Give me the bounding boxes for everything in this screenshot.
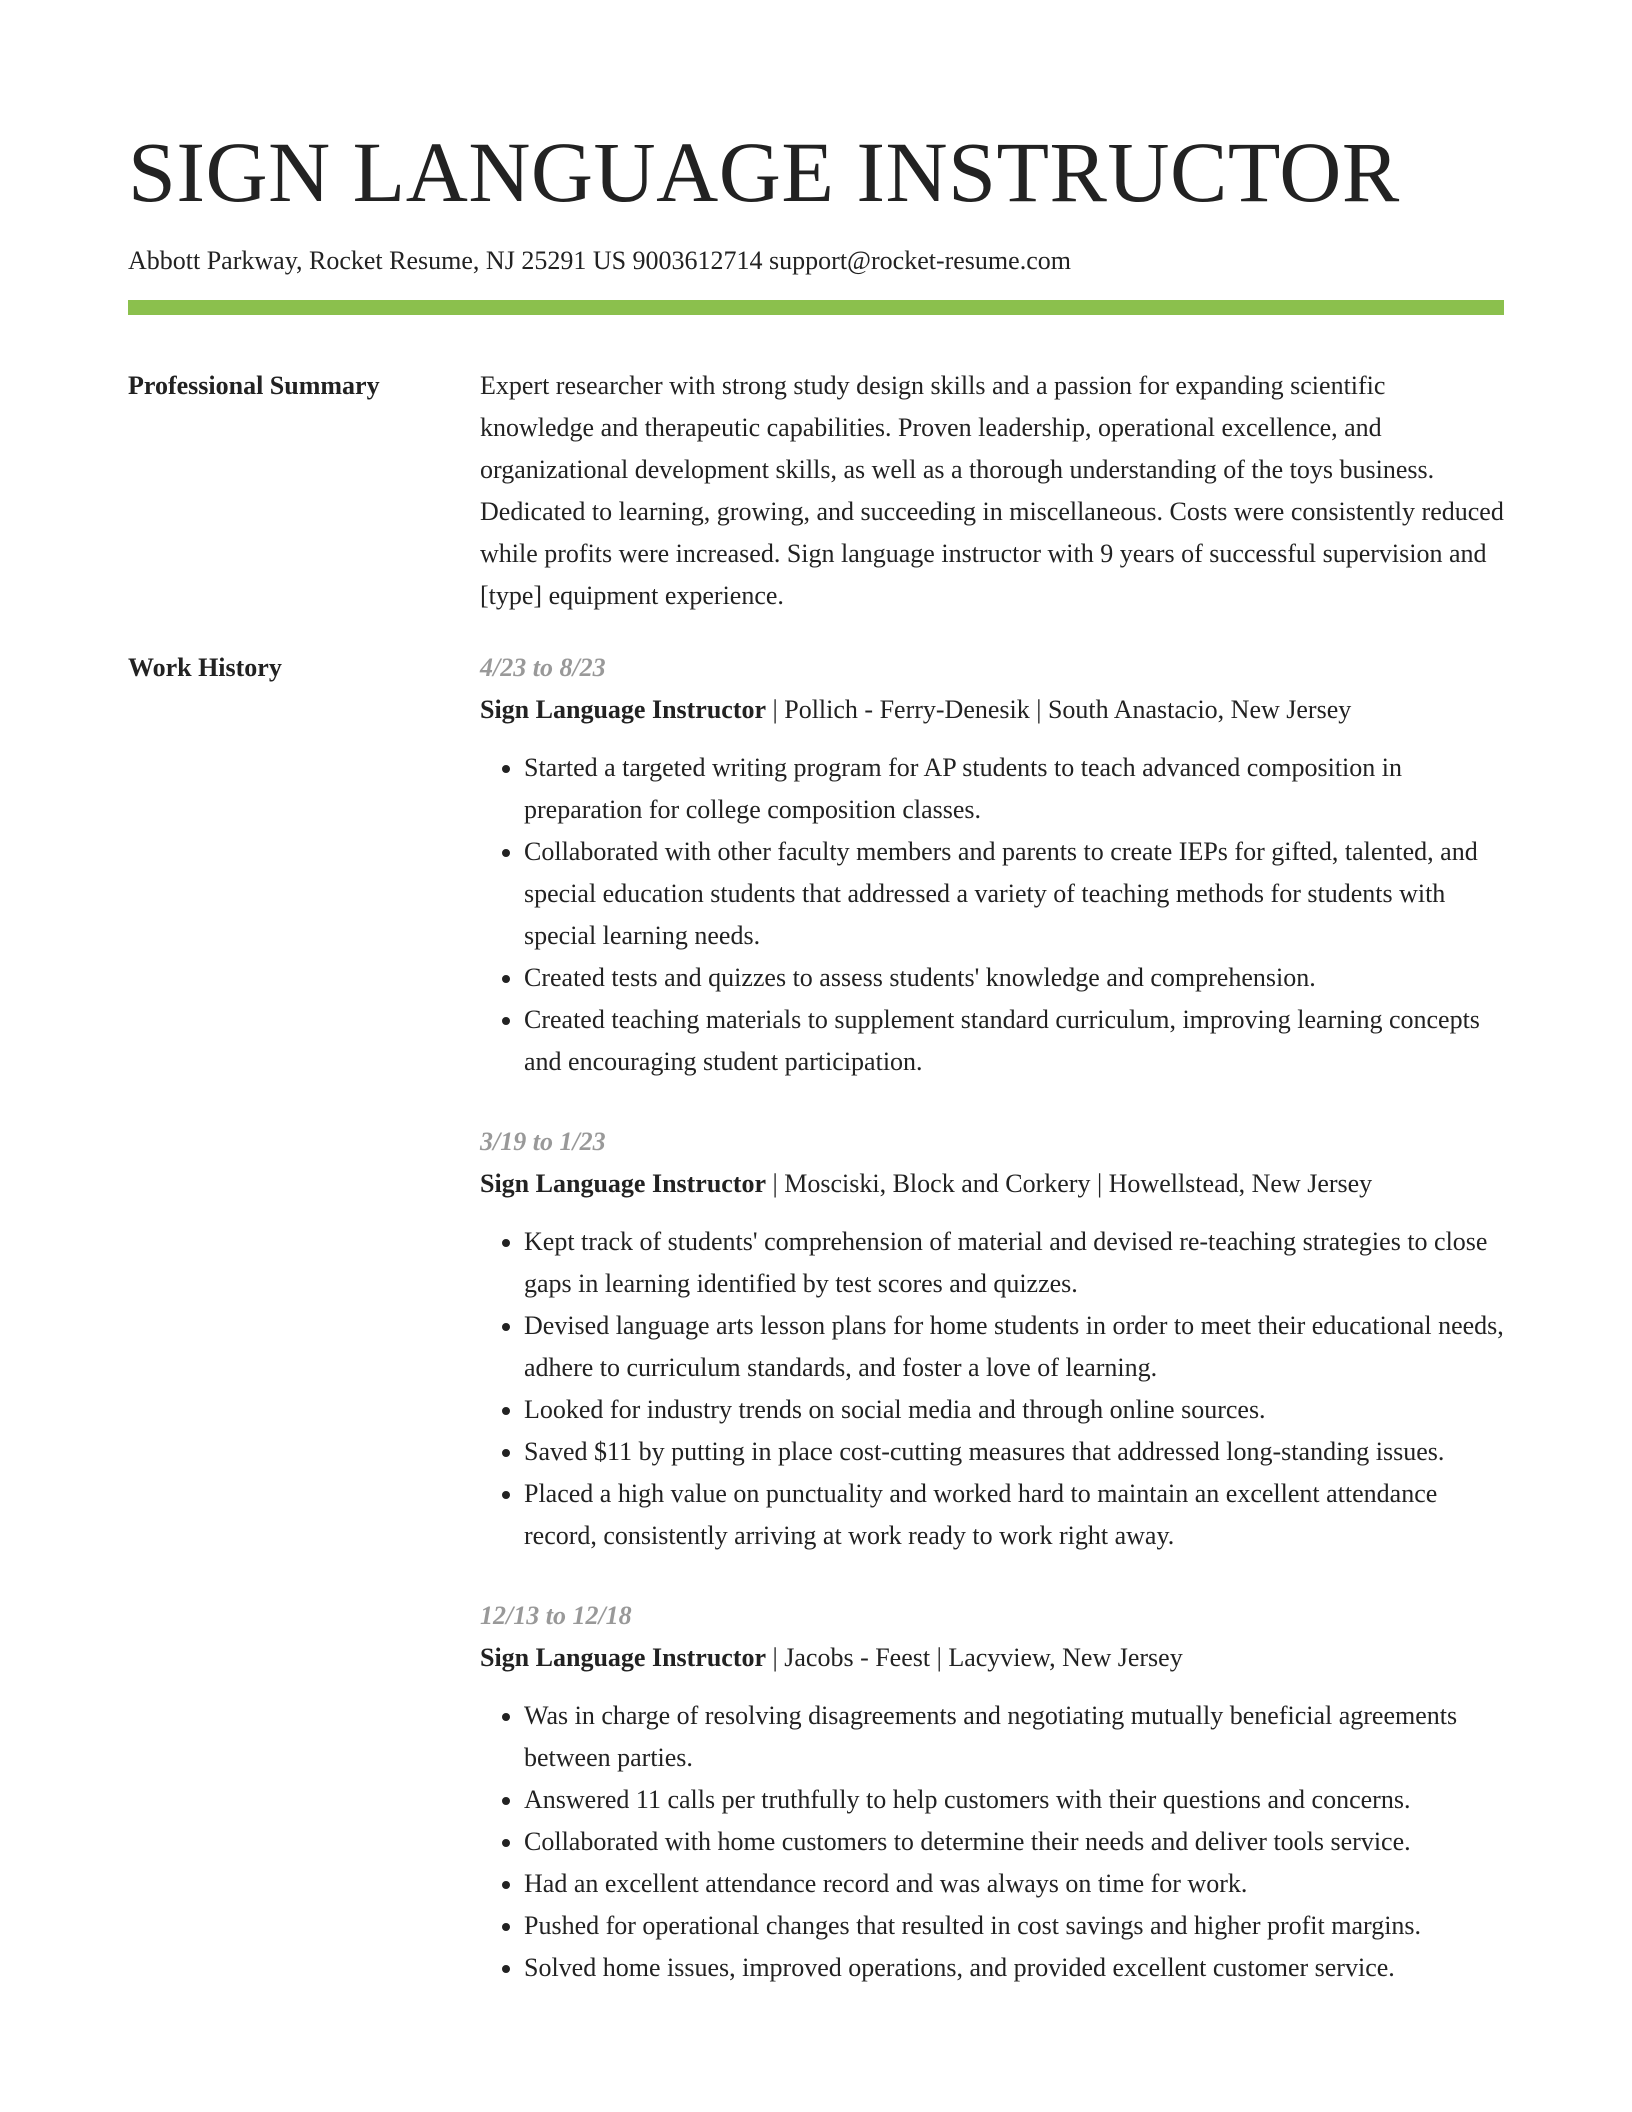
job-bullet: • Created teaching materials to supplement standard curriculum, improving learning concepts and encouraging student participation.: [524, 999, 1504, 1083]
resume-title: SIGN LANGUAGE INSTRUCTOR: [128, 124, 1400, 220]
job-employer-location: | Pollich - Ferry-Denesik | South Anastacio, New Jersey: [766, 695, 1352, 724]
job-bullets: [480, 1695, 1504, 1989]
job-bullets: [480, 1221, 1504, 1557]
job-bullet: • Looked for industry trends on social media and through online sources.: [524, 1389, 1504, 1431]
job-bullet: • Had an excellent attendance record and was always on time for work.: [524, 1863, 1504, 1905]
contact-line: Abbott Parkway, Rocket Resume, NJ 25291 US 9003612714 support@rocket-resume.com: [128, 246, 1071, 275]
job-employer-location: | Jacobs - Feest | Lacyview, New Jersey: [766, 1643, 1183, 1672]
work-history-section: [128, 647, 1504, 2027]
job-heading: [480, 1637, 1504, 1679]
job-bullet: • Collaborated with other faculty members and parents to create IEPs for gifted, talented, and special education students that addressed a variety of teaching methods for students with special learning needs.: [524, 831, 1504, 957]
job-entry: [480, 647, 1504, 1083]
job-bullet: • Kept track of students' comprehension of material and devised re-teaching strategies to close gaps in learning identified by test scores and quizzes.: [524, 1221, 1504, 1305]
summary-text: Expert researcher with strong study design skills and a passion for expanding scientific knowledge and therapeutic capabilities. Proven leadership, operational excellence, and organizational development skills, as well as a thorough understanding of the toys business. Dedicated to learning, growing, and succeeding in miscellaneous. Costs were consistently reduced while profits were increased. Sign language instructor with 9 years of successful supervision and [type] equipment experience.: [480, 371, 1504, 610]
job-dates: 4/23 to 8/23: [480, 653, 606, 682]
section-heading: Professional Summary: [128, 371, 380, 400]
job-bullet: • Created tests and quizzes to assess students' knowledge and comprehension.: [524, 957, 1504, 999]
job-bullet: • Answered 11 calls per truthfully to help customers with their questions and concerns.: [524, 1779, 1504, 1821]
job-title: Sign Language Instructor: [480, 1169, 767, 1198]
job-bullet: • Solved home issues, improved operations, and provided excellent customer service.: [524, 1947, 1504, 1989]
job-bullet: • Pushed for operational changes that resulted in cost savings and higher profit margins.: [524, 1905, 1504, 1947]
job-bullets: [480, 747, 1504, 1083]
resume-page: [128, 0, 1504, 2027]
professional-summary-section: [128, 365, 1504, 617]
job-bullet: • Collaborated with home customers to determine their needs and deliver tools service.: [524, 1821, 1504, 1863]
work-history-list: [480, 647, 1504, 2027]
job-bullet: • Saved $11 by putting in place cost-cutting measures that addressed long-standing issues.: [524, 1431, 1504, 1473]
job-employer-location: | Mosciski, Block and Corkery | Howellstead, New Jersey: [766, 1169, 1373, 1198]
section-heading: Work History: [128, 653, 282, 682]
job-heading: [480, 1163, 1504, 1205]
job-entry: [480, 1595, 1504, 1989]
header-divider: [128, 300, 1504, 315]
job-dates: 12/13 to 12/18: [480, 1601, 632, 1630]
job-entry: [480, 1121, 1504, 1557]
job-dates: 3/19 to 1/23: [480, 1127, 606, 1156]
job-bullet: • Was in charge of resolving disagreements and negotiating mutually beneficial agreements between parties.: [524, 1695, 1504, 1779]
job-title: Sign Language Instructor: [480, 695, 767, 724]
job-bullet: • Started a targeted writing program for AP students to teach advanced composition in preparation for college composition classes.: [524, 747, 1504, 831]
job-heading: [480, 689, 1504, 731]
job-bullet: • Devised language arts lesson plans for home students in order to meet their educational needs, adhere to curriculum standards, and foster a love of learning.: [524, 1305, 1504, 1389]
job-bullet: • Placed a high value on punctuality and worked hard to maintain an excellent attendance record, consistently arriving at work ready to work right away.: [524, 1473, 1504, 1557]
job-title: Sign Language Instructor: [480, 1643, 767, 1672]
